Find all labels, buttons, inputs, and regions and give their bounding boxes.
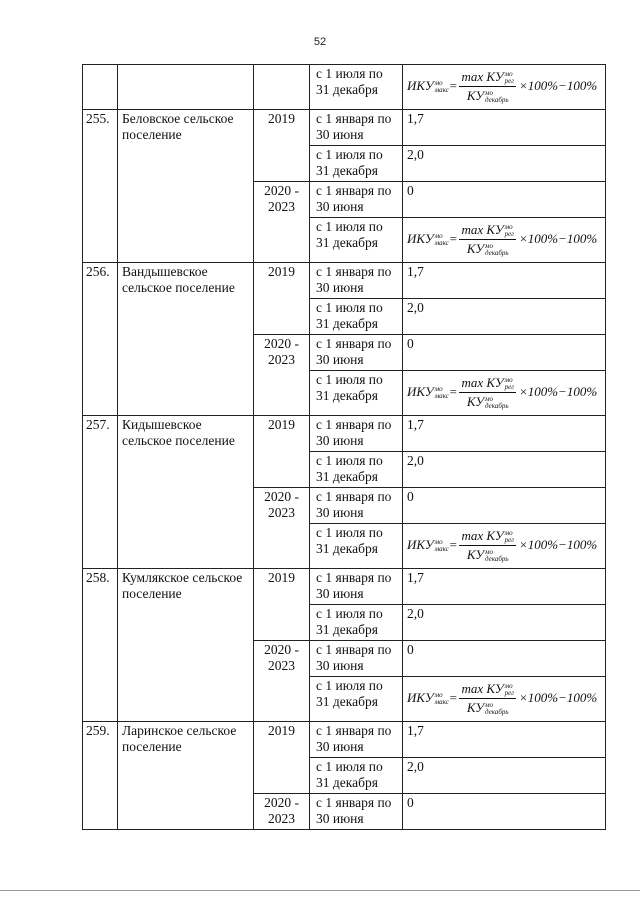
formula-den-text: КУ [466,393,485,409]
value-cell: 1,7 [403,416,606,452]
formula-num-sup: мо [504,681,513,690]
index-formula [407,219,601,259]
formula-lhs-text: ИКУ [407,384,434,399]
year-cell: 2020 - 2023 [254,488,310,569]
value-cell: 1,7 [403,263,606,299]
formula-num-sup: мо [504,69,513,78]
formula-num-indices [505,530,514,544]
formula-den-sup: мо [485,394,494,403]
formula-cell [403,524,606,569]
formula-equals: = [448,537,458,552]
table-row [83,416,606,452]
value-cell: 0 [403,641,606,677]
formula-lhs-sub: макс [434,239,449,247]
period-cell: с 1 июля по 31 декабря [310,371,403,416]
period-cell: с 1 июля по 31 декабря [310,65,403,110]
formula-num-sup: мо [504,375,513,384]
formula-lhs-sub: макс [434,545,449,553]
formula-tail: ×100%−100% [518,231,598,246]
formula-num-text: max КУ [461,374,504,390]
formula-den-sub: декабрь [485,248,509,257]
index-formula [407,525,601,565]
formula-lhs-indices [435,539,449,553]
row-number-cell: 257. [83,416,118,569]
formula-num-text: max КУ [461,68,504,84]
page-number: 52 [313,36,327,48]
settlement-name-cell [118,65,254,110]
formula-den-text: КУ [466,546,485,562]
row-number-cell: 255. [83,110,118,263]
period-cell: с 1 июля по 31 декабря [310,218,403,263]
formula-tail: ×100%−100% [518,690,598,705]
row-number-cell [83,65,118,110]
period-cell: с 1 января по 30 июня [310,182,403,218]
row-number-cell: 256. [83,263,118,416]
index-formula [407,66,601,106]
formula-den-indices [485,243,509,257]
formula-equals: = [448,690,458,705]
formula-denominator [467,699,509,716]
formula-equals: = [448,78,458,93]
settlement-name-cell: Кумлякское сельское поселение [118,569,254,722]
formula-lhs-indices [435,386,449,400]
period-cell: с 1 июля по 31 декабря [310,758,403,794]
table-row [83,569,606,605]
formula-num-sub: рег [504,229,514,238]
period-cell: с 1 июля по 31 декабря [310,299,403,335]
formula-fraction [459,681,515,716]
formula-fraction [459,375,515,410]
formula-tail: ×100%−100% [518,537,598,552]
value-cell: 1,7 [403,722,606,758]
value-cell: 2,0 [403,605,606,641]
tariff-index-table [82,64,606,830]
period-cell: с 1 июля по 31 декабря [310,452,403,488]
formula-den-sub: декабрь [485,95,509,104]
formula-den-sup: мо [485,88,494,97]
formula-numerator [459,375,515,393]
formula-lhs [407,537,449,553]
formula-numerator [459,528,515,546]
formula-den-sup: мо [485,700,494,709]
formula-num-sub: рег [504,688,514,697]
formula-num-sup: мо [504,222,513,231]
formula-lhs-sub: макс [434,392,449,400]
table-row [83,263,606,299]
formula-den-indices [485,90,509,104]
year-cell: 2019 [254,110,310,182]
formula-lhs-sup: мо [434,232,443,240]
formula-num-indices [505,71,514,85]
formula-denominator [467,546,509,563]
formula-cell [403,218,606,263]
formula-num-sub: рег [504,535,514,544]
formula-den-text: КУ [466,240,485,256]
year-cell: 2019 [254,569,310,641]
period-cell: с 1 января по 30 июня [310,416,403,452]
year-cell: 2020 - 2023 [254,182,310,263]
formula-num-text: max КУ [461,680,504,696]
period-cell: с 1 июля по 31 декабря [310,524,403,569]
settlement-name-cell: Вандышевское сельское поселение [118,263,254,416]
formula-num-indices [505,683,514,697]
formula-lhs [407,78,449,94]
formula-den-sub: декабрь [485,707,509,716]
value-cell: 0 [403,794,606,830]
formula-num-sub: рег [504,382,514,391]
formula-lhs-sub: макс [434,86,449,94]
formula-lhs-indices [435,80,449,94]
formula-den-text: КУ [466,699,485,715]
period-cell: с 1 января по 30 июня [310,488,403,524]
page-bottom-rule [0,890,640,891]
formula-num-indices [505,224,514,238]
formula-den-text: КУ [466,87,485,103]
formula-cell [403,371,606,416]
formula-cell [403,677,606,722]
period-cell: с 1 января по 30 июня [310,335,403,371]
value-cell: 0 [403,335,606,371]
year-cell: 2020 - 2023 [254,335,310,416]
formula-lhs-sub: макс [434,698,449,706]
period-cell: с 1 января по 30 июня [310,794,403,830]
index-formula [407,678,601,718]
formula-den-sup: мо [485,241,494,250]
formula-den-sub: декабрь [485,554,509,563]
formula-numerator [459,69,515,87]
formula-denominator [467,393,509,410]
period-cell: с 1 января по 30 июня [310,722,403,758]
settlement-name-cell: Беловское сельское поселение [118,110,254,263]
settlement-name-cell: Кидышевское сельское поселение [118,416,254,569]
period-cell: с 1 января по 30 июня [310,569,403,605]
formula-lhs-sup: мо [434,79,443,87]
formula-equals: = [448,384,458,399]
formula-fraction [459,528,515,563]
formula-lhs-text: ИКУ [407,537,434,552]
formula-lhs [407,384,449,400]
value-cell: 0 [403,182,606,218]
formula-den-indices [485,702,509,716]
value-cell: 2,0 [403,146,606,182]
table-row [83,722,606,758]
period-cell: с 1 июля по 31 декабря [310,146,403,182]
formula-lhs [407,231,449,247]
value-cell: 0 [403,488,606,524]
formula-numerator [459,681,515,699]
settlement-name-cell: Ларинское сельское поселение [118,722,254,830]
formula-fraction [459,69,515,104]
formula-den-indices [485,549,509,563]
period-cell: с 1 января по 30 июня [310,641,403,677]
formula-numerator [459,222,515,240]
formula-num-sub: рег [504,76,514,85]
period-cell: с 1 июля по 31 декабря [310,605,403,641]
value-cell: 2,0 [403,758,606,794]
formula-num-indices [505,377,514,391]
formula-cell [403,65,606,110]
table-row [83,65,606,110]
formula-lhs-sup: мо [434,385,443,393]
table-row [83,110,606,146]
formula-fraction [459,222,515,257]
formula-lhs [407,690,449,706]
formula-lhs-sup: мо [434,691,443,699]
formula-lhs-text: ИКУ [407,78,434,93]
formula-num-sup: мо [504,528,513,537]
row-number-cell: 259. [83,722,118,830]
value-cell: 2,0 [403,452,606,488]
row-number-cell: 258. [83,569,118,722]
formula-equals: = [448,231,458,246]
period-cell: с 1 января по 30 июня [310,110,403,146]
formula-num-text: max КУ [461,527,504,543]
year-cell: 2020 - 2023 [254,794,310,830]
year-cell [254,65,310,110]
value-cell: 1,7 [403,110,606,146]
formula-den-sup: мо [485,547,494,556]
formula-lhs-text: ИКУ [407,231,434,246]
formula-denominator [467,87,509,104]
formula-lhs-sup: мо [434,538,443,546]
index-formula [407,372,601,412]
period-cell: с 1 июля по 31 декабря [310,677,403,722]
year-cell: 2020 - 2023 [254,641,310,722]
year-cell: 2019 [254,263,310,335]
formula-lhs-indices [435,692,449,706]
value-cell: 2,0 [403,299,606,335]
formula-den-sub: декабрь [485,401,509,410]
formula-tail: ×100%−100% [518,384,598,399]
formula-den-indices [485,396,509,410]
formula-denominator [467,240,509,257]
period-cell: с 1 января по 30 июня [310,263,403,299]
year-cell: 2019 [254,722,310,794]
formula-tail: ×100%−100% [518,78,598,93]
formula-num-text: max КУ [461,221,504,237]
year-cell: 2019 [254,416,310,488]
formula-lhs-text: ИКУ [407,690,434,705]
value-cell: 1,7 [403,569,606,605]
formula-lhs-indices [435,233,449,247]
